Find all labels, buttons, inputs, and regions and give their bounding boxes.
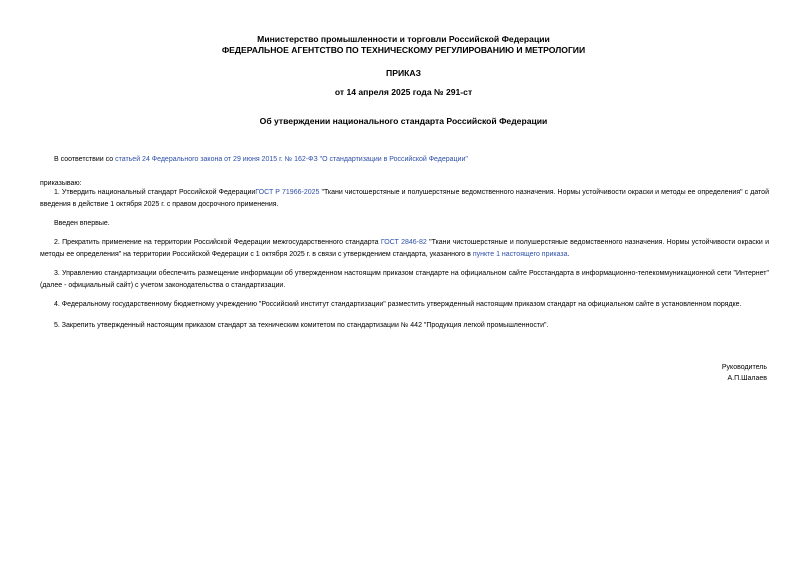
item-2-suffix: . (567, 250, 570, 258)
signature-position: Руководитель (721, 364, 767, 371)
orders-word: приказываю: (40, 180, 82, 187)
item-5-paragraph: 5. Закрепить утвержденный настоящим приказом стандарт за техническим комитетом по стандартизации № 442 "Продукция легкой промышленности". (54, 322, 549, 329)
item-1-prefix: 1. Утвердить национальный стандарт Российской Федерации (54, 189, 256, 196)
gost-2846-link[interactable]: ГОСТ 2846-82 (380, 239, 427, 246)
document-subject: Об утверждении национального стандарта Российской Федерации (259, 116, 548, 126)
item-3-paragraph: 3. Управлению стандартизации обеспечить размещение информации об утвержденном настоящим приказом стандарте на официальном сайте Росстандарта в информационно-телекоммуникационной сети "Интернет" (далее - официальный сайт) с учетом законодательства о стандартизации. (40, 270, 769, 289)
item-1-reference-link[interactable]: пункте 1 настоящего приказа (472, 250, 568, 258)
item-2-middle: "Ткани чистошерстяные и полушерстяные ведомственного назначения. Нормы устойчивости окраски и методы ее определения" на территории Российской Федерации с 1 октября 2025 г. в связи с утверждением стандарта, указанного в (40, 239, 769, 258)
document-type: ПРИКАЗ (386, 68, 421, 78)
item-2-paragraph (40, 237, 769, 260)
agency-name: ФЕДЕРАЛЬНОЕ АГЕНТСТВО ПО ТЕХНИЧЕСКОМУ РЕГУЛИРОВАНИЮ И МЕТРОЛОГИИ (221, 45, 586, 55)
intro-paragraph (40, 154, 769, 166)
law-article-link[interactable]: статьей 24 Федерального закона от 29 июня 2015 г. № 162-ФЗ "О стандартизации в Российской Федерации" (115, 156, 468, 163)
item-1-suffix: "Ткани чистошерстяные и полушерстяные ведомственного назначения. Нормы устойчивости окраски и методы ее определения" с датой введения в действие 1 октября 2025 г. с правом досрочного применения. (40, 189, 769, 208)
item-1-paragraph (40, 187, 769, 210)
signature-name: А.П.Шалаев (727, 375, 767, 382)
intro-prefix: В соответствии со (54, 156, 116, 163)
introduced-first-time: Введен впервые. (54, 220, 110, 227)
item-4-paragraph: 4. Федеральному государственному бюджетному учреждению "Российский институт стандартизации" разместить утвержденный настоящим приказом стандарт на официальном сайте в установленном порядке. (54, 301, 742, 308)
ministry-name: Министерство промышленности и торговли Российской Федерации (257, 34, 550, 44)
item-2-prefix: 2. Прекратить применение на территории Российской Федерации межгосударственного стандарта (54, 239, 381, 246)
document-date-number: от 14 апреля 2025 года № 291-ст (334, 87, 473, 97)
gost-r-71966-link[interactable]: ГОСТ Р 71966-2025 (255, 189, 320, 196)
